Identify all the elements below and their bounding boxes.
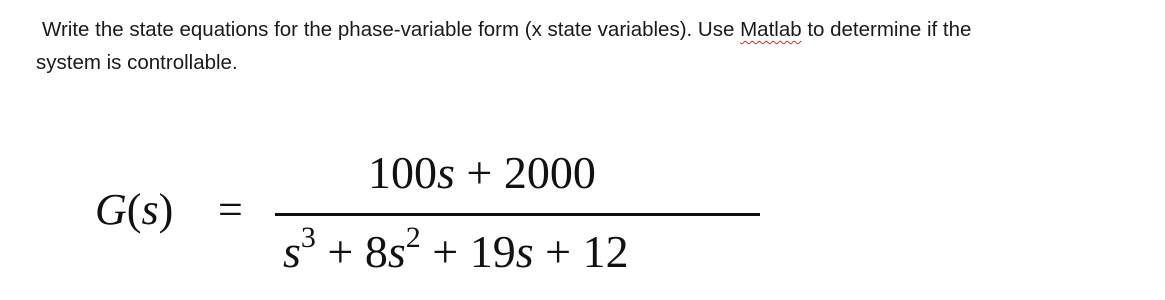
numerator <box>368 146 596 200</box>
function-variable: s <box>141 185 159 234</box>
denominator-exp-2: 2 <box>405 221 421 254</box>
numerator-var: s <box>437 147 455 198</box>
fraction-bar <box>275 213 760 216</box>
open-paren: ( <box>126 185 142 234</box>
denominator-coef-2: 8 <box>364 226 388 277</box>
question-line-1-end: to determine if the <box>801 18 972 41</box>
equation-lhs <box>95 185 173 235</box>
denominator-var-2: s <box>387 226 406 277</box>
denominator-var-3: s <box>515 226 534 277</box>
denominator-exp-1: 3 <box>300 221 316 254</box>
question-line-1-start: Write the state equations for the phase-variable form (x state variables). Use <box>42 18 741 41</box>
spellcheck-flagged-word: Matlab <box>740 18 802 41</box>
numerator-plus: + <box>454 147 504 198</box>
denominator-plus-2: + <box>420 226 470 277</box>
question-line-2: system is controllable. <box>36 51 238 74</box>
numerator-coef: 100 <box>368 147 437 198</box>
close-paren: ) <box>158 185 174 234</box>
denominator-plus-1: + <box>315 226 365 277</box>
denominator-coef-3: 19 <box>469 226 516 277</box>
denominator-plus-3: + <box>533 226 583 277</box>
equals-sign: = <box>218 185 243 234</box>
function-name: G <box>95 185 127 234</box>
denominator <box>283 221 629 285</box>
numerator-const: 2000 <box>503 147 596 198</box>
denominator-const: 12 <box>582 226 629 277</box>
denominator-var-1: s <box>283 226 301 277</box>
